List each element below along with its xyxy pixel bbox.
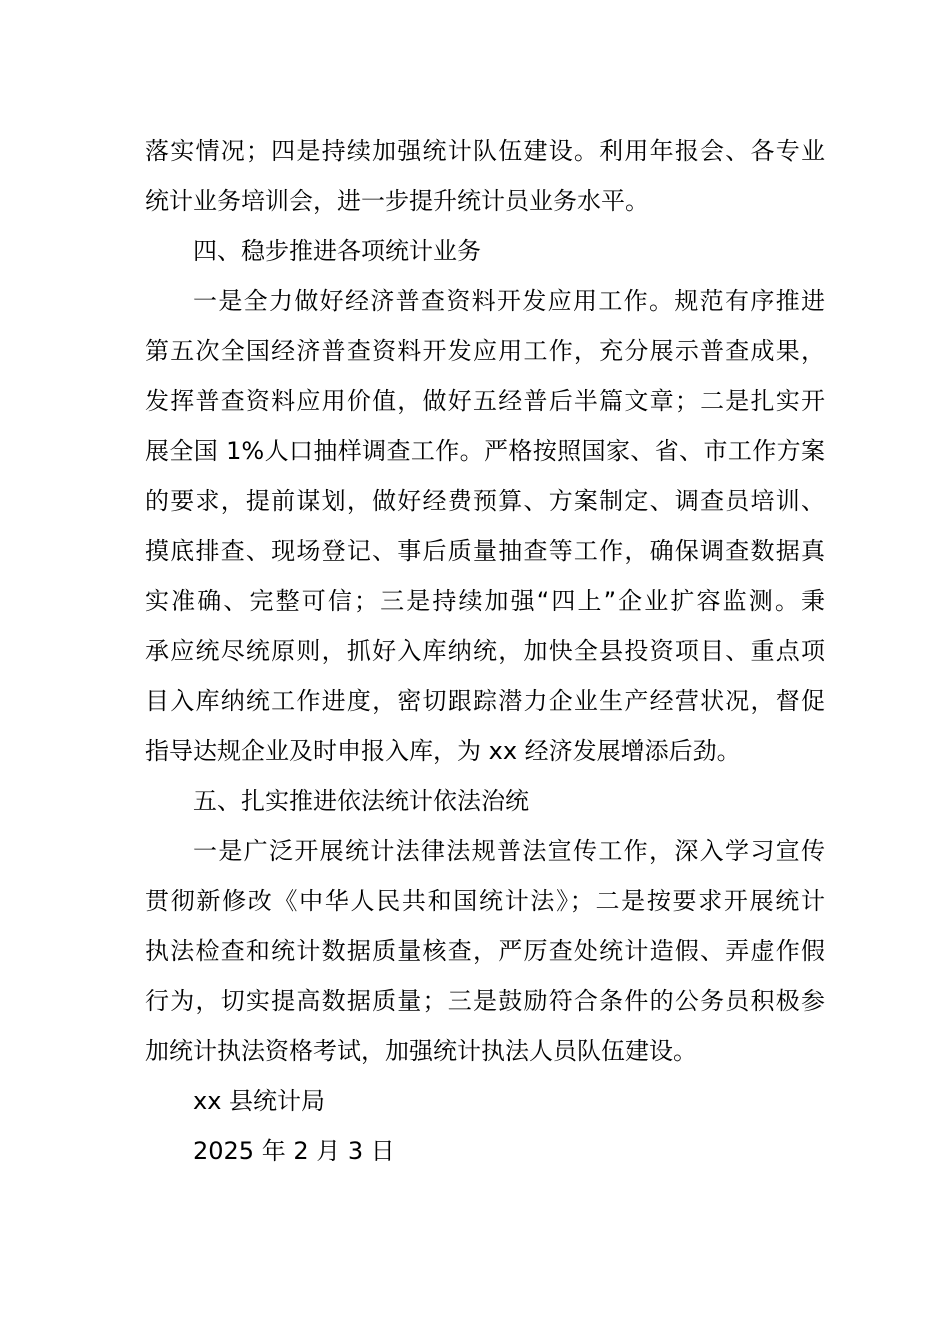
paragraph-line: 加统计执法资格考试，加强统计执法人员队伍建设。 xyxy=(145,1037,697,1065)
paragraph-line: 贯彻新修改《中华人民共和国统计法》；二是按要求开展统计 xyxy=(145,887,825,915)
section-heading: 四、稳步推进各项统计业务 xyxy=(193,237,481,265)
paragraph-line: 发挥普查资料应用价值，做好五经普后半篇文章；二是扎实开 xyxy=(145,387,825,415)
paragraph-line: 一是全力做好经济普查资料开发应用工作。规范有序推进 xyxy=(193,287,825,315)
paragraph-line: 落实情况；四是持续加强统计队伍建设。利用年报会、各专业 xyxy=(145,137,825,165)
paragraph-line: 执法检查和统计数据质量核查，严厉查处统计造假、弄虚作假 xyxy=(145,937,825,965)
paragraph-line: 统计业务培训会，进一步提升统计员业务水平。 xyxy=(145,187,649,215)
signature-org: xx 县统计局 xyxy=(193,1087,326,1115)
paragraph-line: 指导达规企业及时申报入库，为 xx 经济发展增添后劲。 xyxy=(145,737,741,765)
section-heading: 五、扎实推进依法统计依法治统 xyxy=(193,787,529,815)
paragraph-line: 承应统尽统原则，抓好入库纳统，加快全县投资项目、重点项 xyxy=(145,637,825,665)
paragraph-line: 摸底排查、现场登记、事后质量抽查等工作，确保调查数据真 xyxy=(145,537,825,565)
paragraph-line: 一是广泛开展统计法律法规普法宣传工作，深入学习宣传 xyxy=(193,837,825,865)
paragraph-line: 目入库纳统工作进度，密切跟踪潜力企业生产经营状况，督促 xyxy=(145,687,825,715)
paragraph-line: 第五次全国经济普查资料开发应用工作，充分展示普查成果， xyxy=(145,337,825,365)
paragraph-line: 行为，切实提高数据质量；三是鼓励符合条件的公务员积极参 xyxy=(145,987,825,1015)
paragraph-line: 的要求，提前谋划，做好经费预算、方案制定、调查员培训、 xyxy=(145,487,825,515)
paragraph-line: 实准确、完整可信；三是持续加强“四上”企业扩容监测。秉 xyxy=(145,587,825,615)
signature-date: 2025 年 2 月 3 日 xyxy=(193,1137,395,1165)
paragraph-line: 展全国 1%人口抽样调查工作。严格按照国家、省、市工作方案 xyxy=(145,437,825,465)
